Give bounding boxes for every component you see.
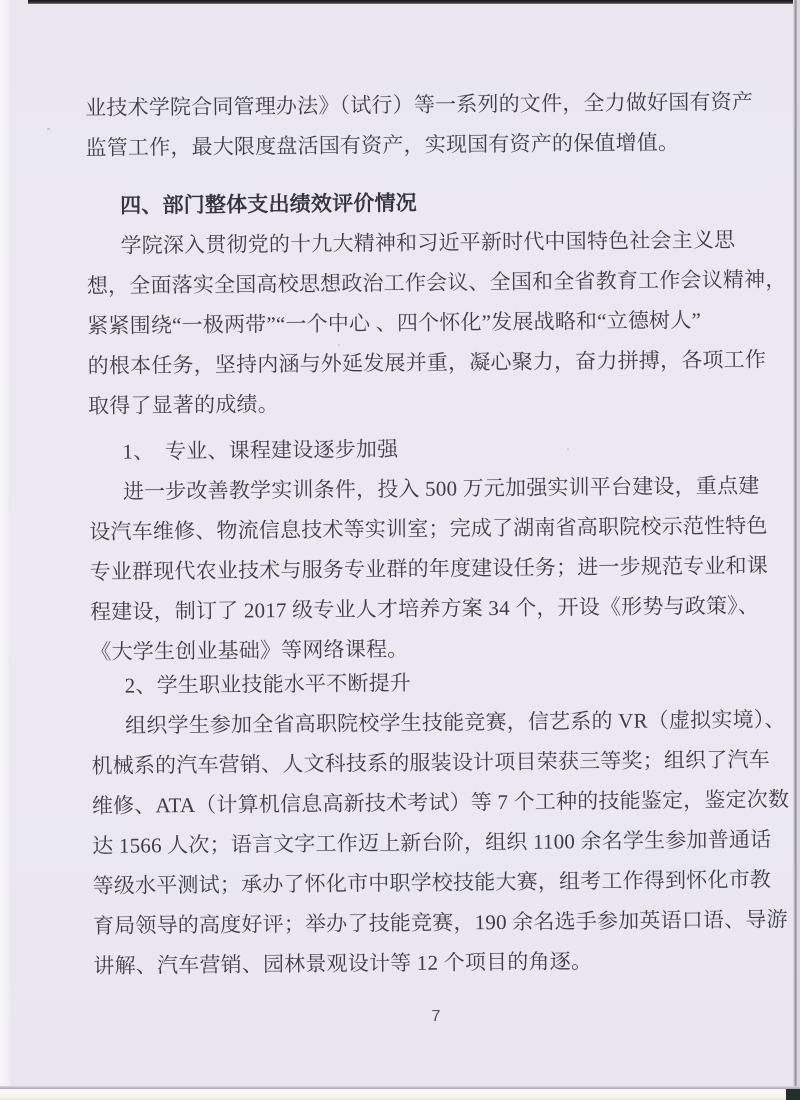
body-line: 《大学生创业基础》等网络课程。 [90,636,409,664]
scan-top-edge [28,0,800,4]
body-line: 机械系的汽车营销、人文科技系的服装设计项目荣获三等奖；组织了汽车 [91,747,770,778]
body-line: 讲解、汽车营销、园林景观设计等 12 个项目的角逐。 [93,949,593,978]
body-line: 达 1566 人次；语言文字工作迈上新台阶，组织 1100 余名学生参加普通话 [92,827,772,858]
list-item-heading: 1、 专业、课程建设逐步加强 [122,437,399,464]
scan-corner-shadow [786,1089,800,1100]
scan-speckle [47,128,50,130]
body-line: 业技术学院合同管理办法》（试行）等一系列的文件，全力做好国有资产 [85,89,754,120]
body-line: 设汽车维修、物流信息技术等实训室；完成了湖南省高职院校示范性特色 [89,513,768,544]
list-item-heading: 2、学生职业技能水平不断提升 [124,670,412,698]
body-line: 维修、ATA（计算机信息高新技术考试）等 7 个工种的技能鉴定，鉴定次数 [91,787,790,818]
body-line: 的根本任务，坚持内涵与外延发展并重，凝心聚力，奋力拼搏，各项工作 [87,347,767,378]
body-line: 监管工作，最大限度盘活国有资产，实现国有资产的保值增值。 [85,130,680,160]
scan-bottom-strip [0,1089,800,1100]
body-line: 专业群现代农业技术与服务专业群的年度建设任务；进一步规范专业和课 [89,553,769,584]
body-line: 等级水平测试；承办了怀化市中职学校技能大赛，组考工作得到怀化市教 [92,867,772,898]
scan-left-edge [0,0,11,1090]
body-line: 取得了显著的成绩。 [87,392,279,418]
body-line: 程建设，制订了 2017 级专业人才培养方案 34 个，开设《形势与政策》、 [89,593,760,624]
section-heading: 四、部门整体支出绩效评价情况 [120,190,418,218]
body-line: 想，全面落实全国高校思想政治工作会议、全国和全省教育工作会议精神， [86,267,787,298]
body-line: 紧紧围绕“一极两带”“一个中心 、四个怀化”发展战略和“立德树人” [87,308,702,338]
document-body [85,82,790,986]
page-number: 7 [431,1008,441,1025]
paragraph-start: 组织学生参加全省高职院校学生技能竞赛，信艺系的 VR（虚拟实境）、 [125,707,786,738]
paragraph-start: 进一步改善教学实训条件，投入 500 万元加强实训平台建设，重点建 [122,473,760,504]
paragraph-start: 学院深入贯彻党的十九大精神和习近平新时代中国特色社会主义思 [120,227,736,258]
body-line: 育局领导的高度好评；举办了技能竞赛，190 余名选手参加英语口语、导游 [92,907,788,938]
